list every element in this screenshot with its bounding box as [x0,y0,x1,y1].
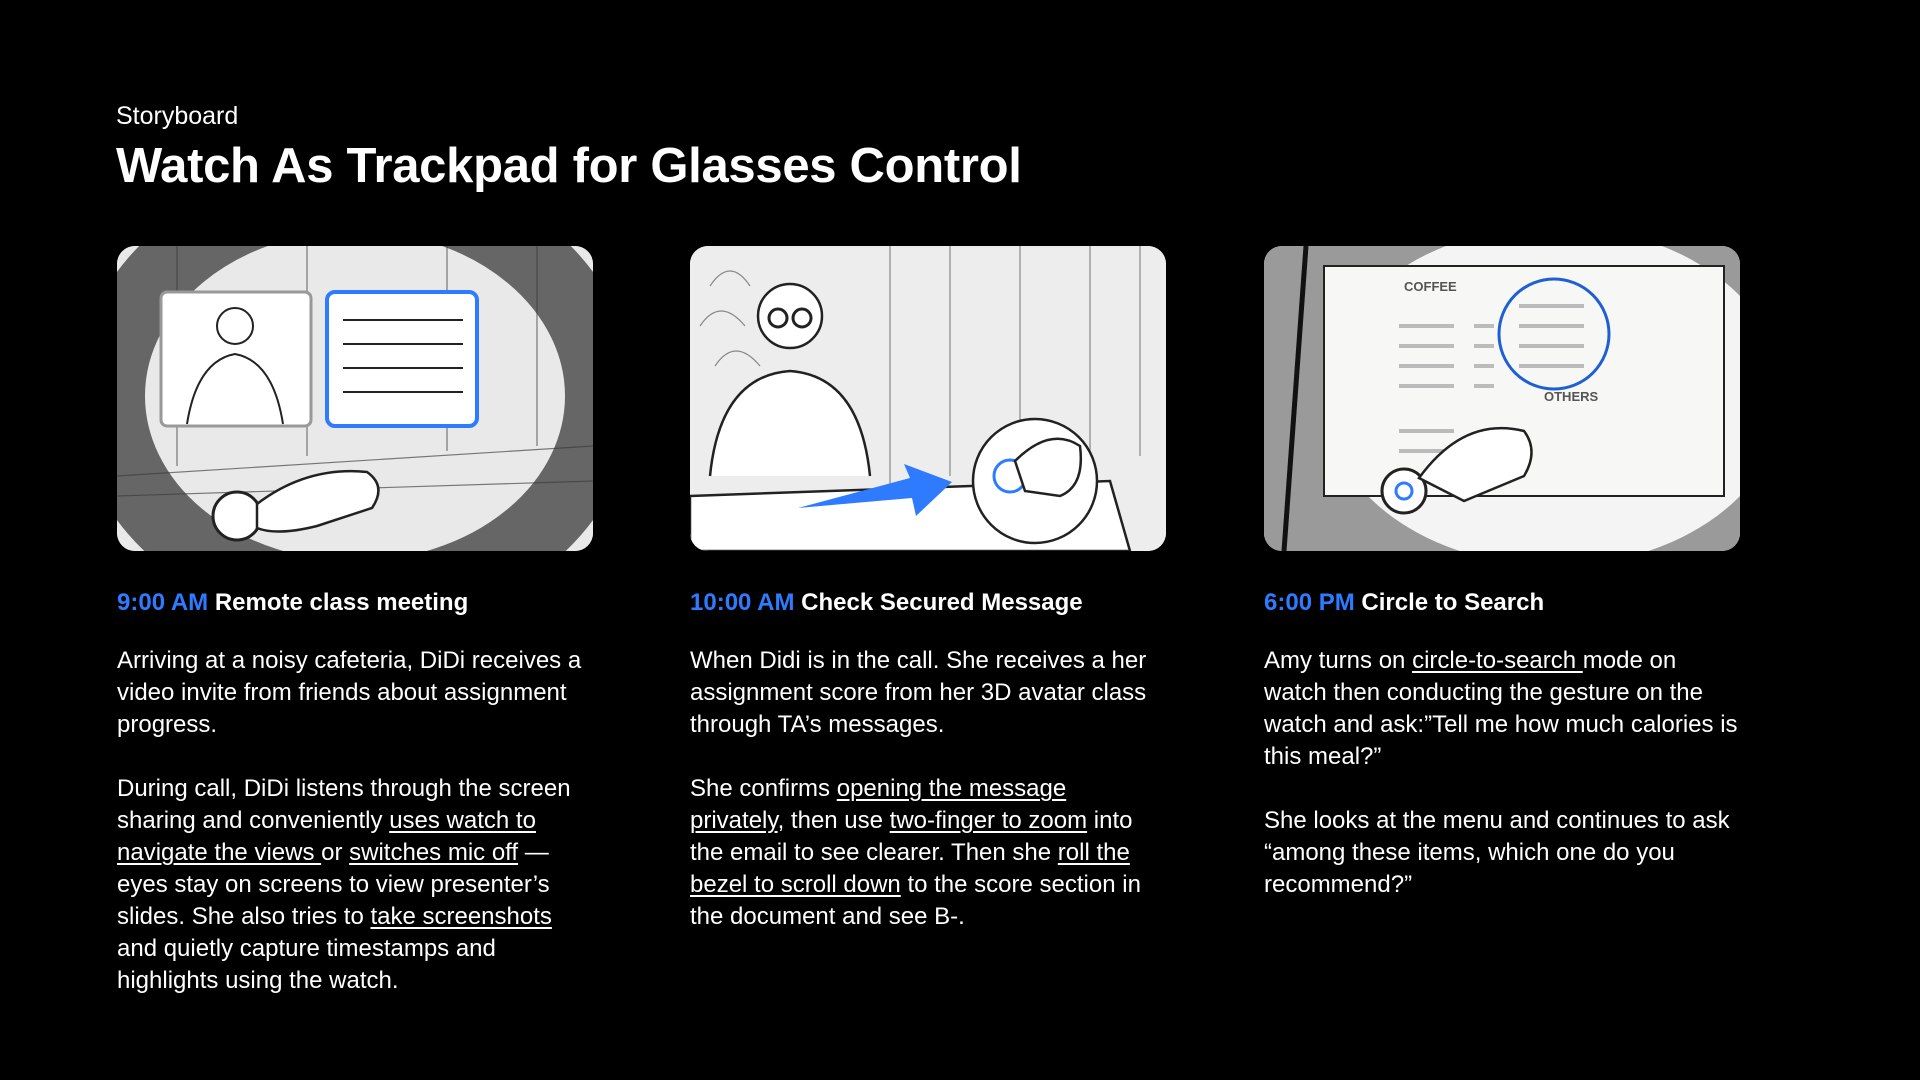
text-segment: Amy turns on [1264,647,1413,674]
card-description [117,645,593,997]
underlined-phrase: opening the message privately [690,775,1067,834]
card-paragraph-1: When Didi is in the call. She receives a her assignment score from her 3D avatar class through TA’s messages. [690,647,1147,738]
text-segment: She confirms [690,775,837,802]
card-heading [1264,587,1740,619]
card-paragraph-2 [690,773,1166,933]
card-illustration [690,246,1166,551]
menu-heading-coffee: COFFEE [1404,279,1457,294]
card-description [1264,645,1740,901]
card-heading [690,587,1166,619]
card-paragraph-2 [1264,805,1740,901]
storyboard-card-2 [690,246,1166,965]
card-paragraph-2 [117,773,593,997]
underlined-phrase: two-finger to zoom [889,807,1088,834]
text-segment: — eyes stay on screens to view presenter’s slides. She also tries to [117,839,550,930]
secured-message-sketch [690,246,1166,551]
storyboard-card-3 [1264,246,1740,933]
text-segment: and quietly capture timestamps and highlights using the watch. [117,935,496,994]
text-segment: She looks at the menu and continues to ask “among these items, which one do you recommend?” [1264,807,1730,898]
card-time: 10:00 AM [690,589,795,616]
text-segment: , then use [777,807,890,834]
underlined-phrase: uses watch to navigate the views [117,807,536,866]
card-title: Circle to Search [1361,589,1545,616]
circle-to-search-sketch [1264,246,1740,551]
menu-heading-others: OTHERS [1544,389,1599,404]
card-illustration [117,246,593,551]
card-paragraph-1: Arriving at a noisy cafeteria, DiDi receives a video invite from friends about assignment progress. [117,647,582,738]
underlined-phrase: take screenshots [370,903,552,930]
card-time: 9:00 AM [117,589,209,616]
card-paragraph-1 [1264,645,1740,773]
underlined-phrase: circle-to-search [1412,647,1583,674]
video-call-sketch [117,246,593,551]
underlined-phrase: switches mic off [349,839,519,866]
text-segment: During call, DiDi listens through the screen sharing and conveniently [117,775,571,834]
card-title: Remote class meeting [214,589,469,616]
eyebrow: Storyboard [116,102,239,130]
text-segment: into the email to see clearer. Then she [690,807,1133,866]
card-title: Check Secured Message [801,589,1083,616]
text-segment: to the score section in the document and see B-. [690,871,1141,930]
card-time: 6:00 PM [1264,589,1355,616]
storyboard-card-1 [117,246,593,1029]
card-illustration [1264,246,1740,551]
underlined-phrase: roll the bezel to scroll down [690,839,1130,898]
card-description [690,645,1166,933]
text-segment: or [321,839,350,866]
page-title: Watch As Trackpad for Glasses Control [116,139,1022,193]
card-heading [117,587,593,619]
text-segment: mode on watch then conducting the gesture on the watch and ask:”Tell me how much calories is this meal?” [1264,647,1738,770]
